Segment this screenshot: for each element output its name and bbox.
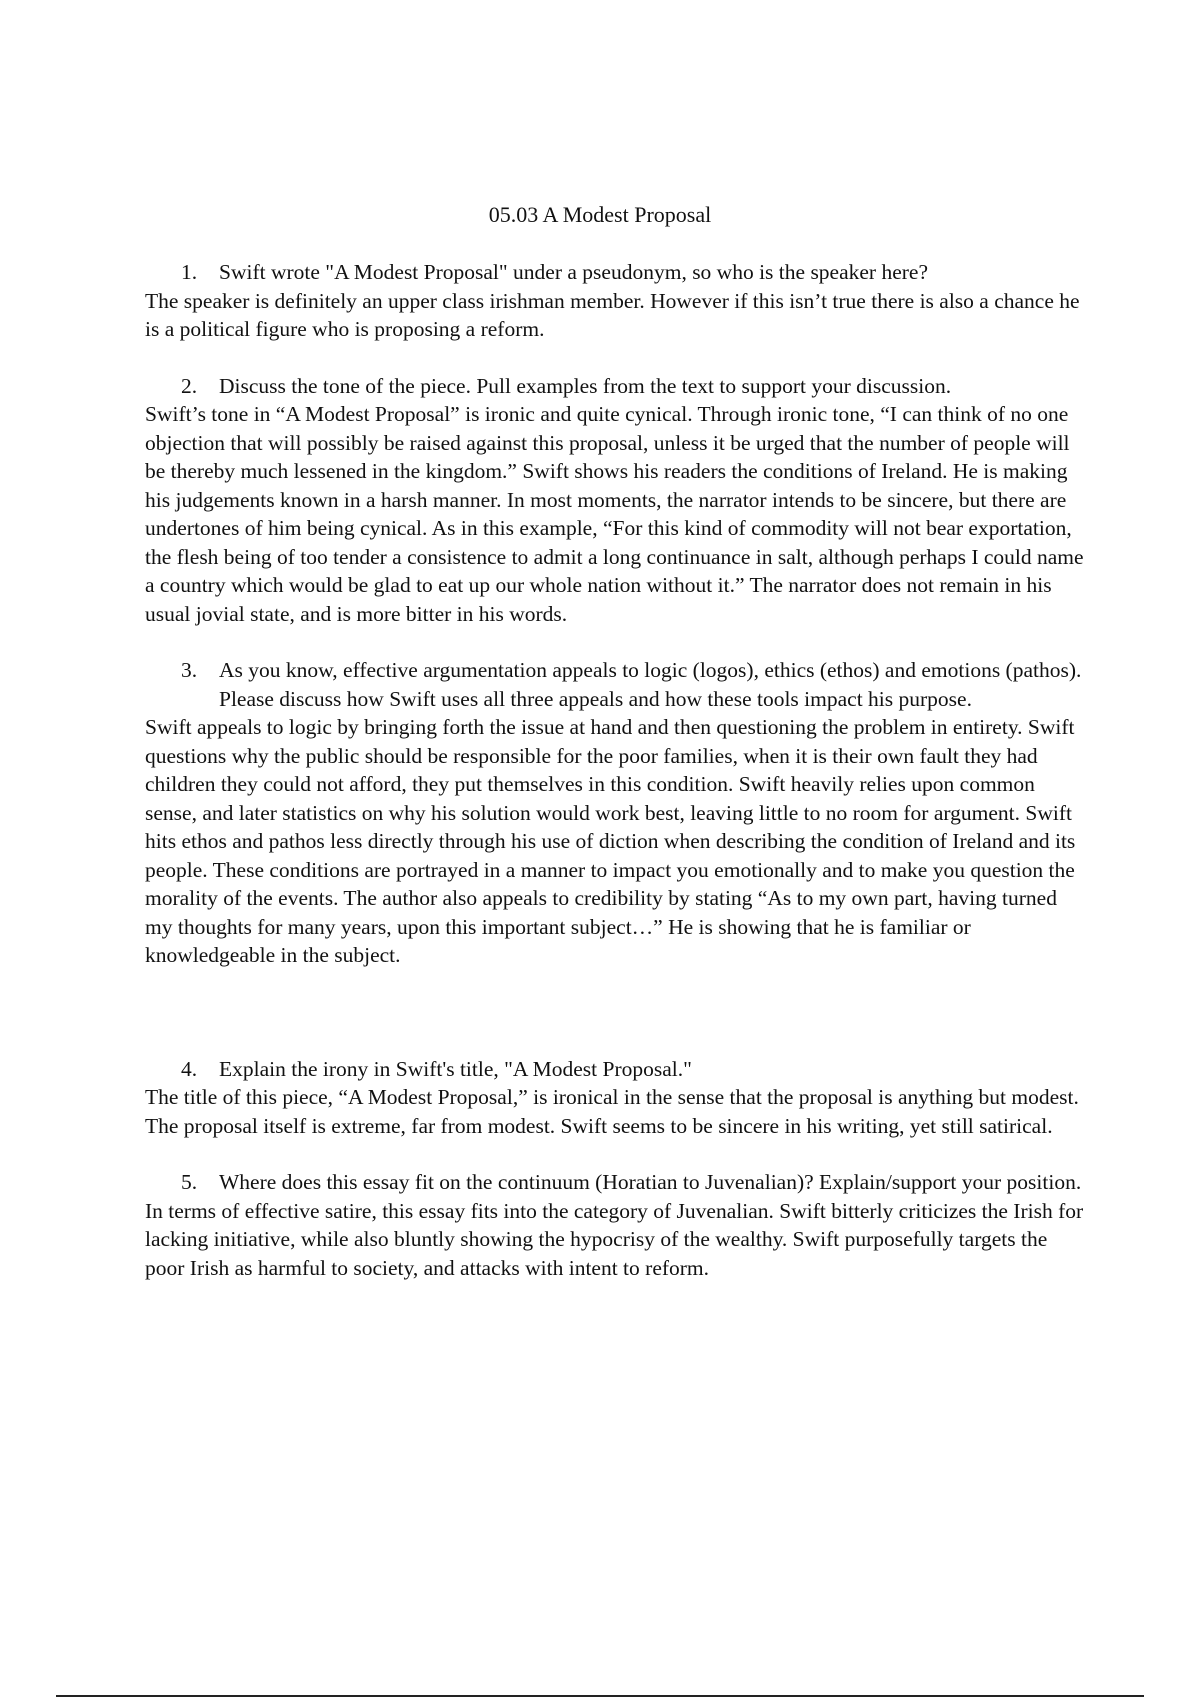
question-block-3 xyxy=(145,656,1085,970)
question-4 xyxy=(145,1055,1085,1084)
question-3 xyxy=(145,656,1085,713)
question-block-5 xyxy=(145,1168,1085,1282)
question-number-2: 2. xyxy=(181,373,198,398)
question-number-1: 1. xyxy=(181,260,198,284)
answer-5: In terms of effective satire, this essay fits into the category of Juvenalian. Swift bitterly criticizes the Irish for lacking initiative, while also bluntly showing the hypocrisy of the wealthy. Swift purposefully targets the poor Irish as harmful to society, and attacks with intent to reform. xyxy=(145,1198,1084,1280)
question-2 xyxy=(145,372,1085,401)
footer-divider xyxy=(56,1695,1144,1697)
answer-2: Swift’s tone in “A Modest Proposal” is ironic and quite cynical. Through ironic tone, “I can think of no one objection that will possibly be raised against this proposal, unless it be urged that the number of people will be thereby much lessened in the kingdom.” Swift shows his readers the conditions of Ireland. He is making his judgements known in a harsh manner. In most moments, the narrator intends to be sincere, but there are undertones of him being cynical. As in this example, “For this kind of commodity will not bear exportation, the flesh being of too tender a consistence to admit a long continuance in salt, although perhaps I could name a country which would be glad to eat up our whole nation without it.” The narrator does not remain in his usual jovial state, and is more bitter in his words. xyxy=(145,402,1084,626)
question-block-4 xyxy=(145,1055,1085,1141)
question-number-4: 4. xyxy=(181,1056,198,1081)
question-text-5: Where does this essay fit on the continuum (Horatian to Juvenalian)? Explain/support your position. xyxy=(219,1170,1082,1194)
answer-3: Swift appeals to logic by bringing forth the issue at hand and then questioning the problem in entirety. Swift questions why the public should be responsible for the poor families, when it is their own fault they had children they could not afford, they put themselves in this condition. Swift heavily relies upon common sense, and later statistics on why his solution would work best, leaving little to no room for argument. Swift hits ethos and pathos less directly through his use of diction when describing the condition of Ireland and its people. These conditions are portrayed in a manner to impact you emotionally and to make you question the morality of the events. The author also appeals to credibility by stating “As to my own part, having turned my thoughts for many years, upon this important subject…” He is showing that he is familiar or knowledgeable in the subject. xyxy=(145,715,1076,967)
question-text-3: As you know, effective argumentation appeals to logic (logos), ethics (ethos) and emotions (pathos). Please discuss how Swift uses all three appeals and how these tools impact his purpose. xyxy=(219,658,1082,711)
document-title: 05.03 A Modest Proposal xyxy=(488,202,712,227)
question-block-2 xyxy=(145,372,1085,629)
question-5 xyxy=(145,1168,1085,1197)
answer-1: The speaker is definitely an upper class irishman member. However if this isn’t true there is also a chance he is a political figure who is proposing a reform. xyxy=(145,288,1080,341)
question-1 xyxy=(145,258,1085,287)
question-text-2: Discuss the tone of the piece. Pull examples from the text to support your discussion. xyxy=(219,373,952,398)
question-number-3: 3. xyxy=(181,658,198,682)
question-text-1: Swift wrote "A Modest Proposal" under a pseudonym, so who is the speaker here? xyxy=(219,260,929,284)
question-text-4: Explain the irony in Swift's title, "A Modest Proposal." xyxy=(219,1056,692,1081)
question-number-5: 5. xyxy=(181,1170,198,1194)
answer-4: The title of this piece, “A Modest Proposal,” is ironical in the sense that the proposal is anything but modest. The proposal itself is extreme, far from modest. Swift seems to be sincere in his writing, yet still satirical. xyxy=(145,1085,1079,1138)
document-body xyxy=(145,258,1085,1282)
question-block-1 xyxy=(145,258,1085,344)
